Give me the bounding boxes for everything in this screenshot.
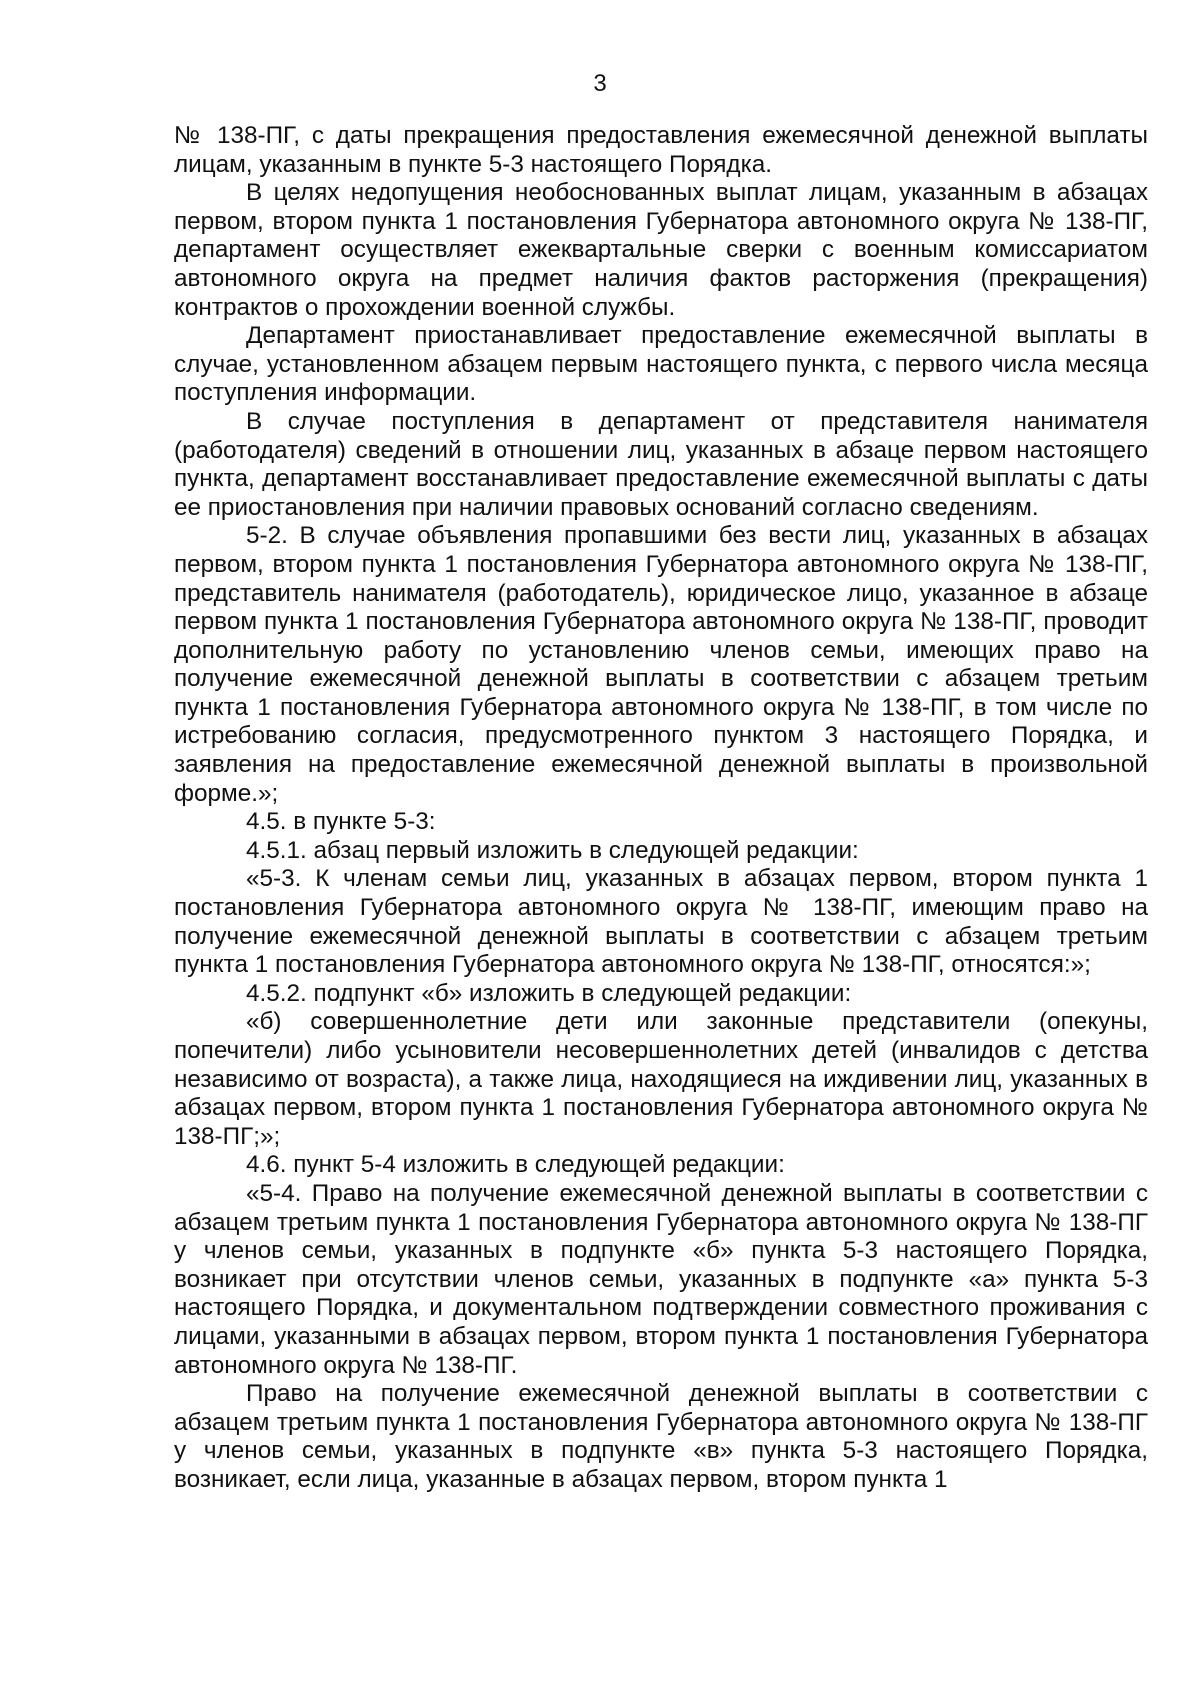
page-number: 3 [593,70,607,97]
paragraph: 4.5.1. абзац первый изложить в следующей редакции: [246,836,859,864]
paragraph: 4.6. пункт 5-4 изложить в следующей редакции: [246,1151,785,1179]
paragraph: «б) совершеннолетние дети или законные представители (опекуны, попечители) либо усыновители несовершеннолетних детей (инвалидов с детства независимо от возраста), а также лица, находящиеся на иждивении лиц, указанных в абзацах первом, втором пункта 1 постановления Губернатора автономного округа № 138-ПГ;»; [174,1008,1148,1150]
paragraph: «5-4. Право на получение ежемесячной денежной выплаты в соответствии с абзацем третьим пункта 1 постановления Губернатора автономного округа № 138-ПГ у членов семьи, указанных в подпункте «б» пункта 5-3 настоящего Порядка, возникает при отсутствии членов семьи, указанных в подпункте «а» пункта 5-3 настоящего Порядка, и документальном подтверждении совместного проживания с лицами, указанными в абзацах первом, втором пункта 1 постановления Губернатора автономного округа № 138-ПГ. [174,1179,1148,1379]
paragraph: Право на получение ежемесячной денежной выплаты в соответствии с абзацем третьим пункта 1 постановления Губернатора автономного округа № 138-ПГ у членов семьи, указанных в подпункте «в» пункта 5-3 настоящего Порядка, возникает, если лица, указанные в абзацах первом, втором пункта 1 [174,1380,1148,1493]
paragraph: Департамент приостанавливает предоставление ежемесячной выплаты в случае, установленном абзацем первым настоящего пункта, с первого числа месяца поступления информации. [174,322,1148,407]
paragraph: «5-3. К членам семьи лиц, указанных в абзацах первом, втором пункта 1 постановления Губернатора автономного округа № 138-ПГ, имеющим право на получение ежемесячной денежной выплаты в соответствии с абзацем третьим пункта 1 постановления Губернатора автономного округа № 138-ПГ, относятся:»; [174,865,1148,979]
document-body [174,122,1148,1495]
paragraph: 5-2. В случае объявления пропавшими без вести лиц, указанных в абзацах первом, втором пункта 1 постановления Губернатора автономного округа № 138-ПГ, представитель нанимателя (работодатель), юридическое лицо, указанное в абзаце первом пункта 1 постановления Губернатора автономного округа № 138-ПГ, проводит дополнительную работу по установлению членов семьи, имеющих право на получение ежемесячной денежной выплаты в соответствии с абзацем третьим пункта 1 постановления Губернатора автономного округа № 138-ПГ, в том числе по истребованию согласия, предусмотренного пунктом 3 настоящего Порядка, и заявления на предоставление ежемесячной денежной выплаты в произвольной форме.»; [174,522,1148,807]
paragraph: № 138-ПГ, с даты прекращения предоставления ежемесячной денежной выплаты лицам, указанным в пункте 5-3 настоящего Порядка. [174,122,1148,178]
paragraph: В целях недопущения необоснованных выплат лицам, указанным в абзацах первом, втором пункта 1 постановления Губернатора автономного округа № 138-ПГ, департамент осуществляет ежеквартальные сверки с военным комиссариатом автономного округа на предмет наличия фактов расторжения (прекращения) контрактов о прохождении военной службы. [174,179,1148,321]
paragraph: 4.5.2. подпункт «б» изложить в следующей редакции: [246,979,852,1007]
paragraph: В случае поступления в департамент от представителя нанимателя (работодателя) сведений в отношении лиц, указанных в абзаце первом настоящего пункта, департамент восстанавливает предоставление ежемесячной выплаты с даты ее приостановления при наличии правовых оснований согласно сведениям. [174,407,1148,521]
paragraph: 4.5. в пункте 5-3: [246,808,436,836]
